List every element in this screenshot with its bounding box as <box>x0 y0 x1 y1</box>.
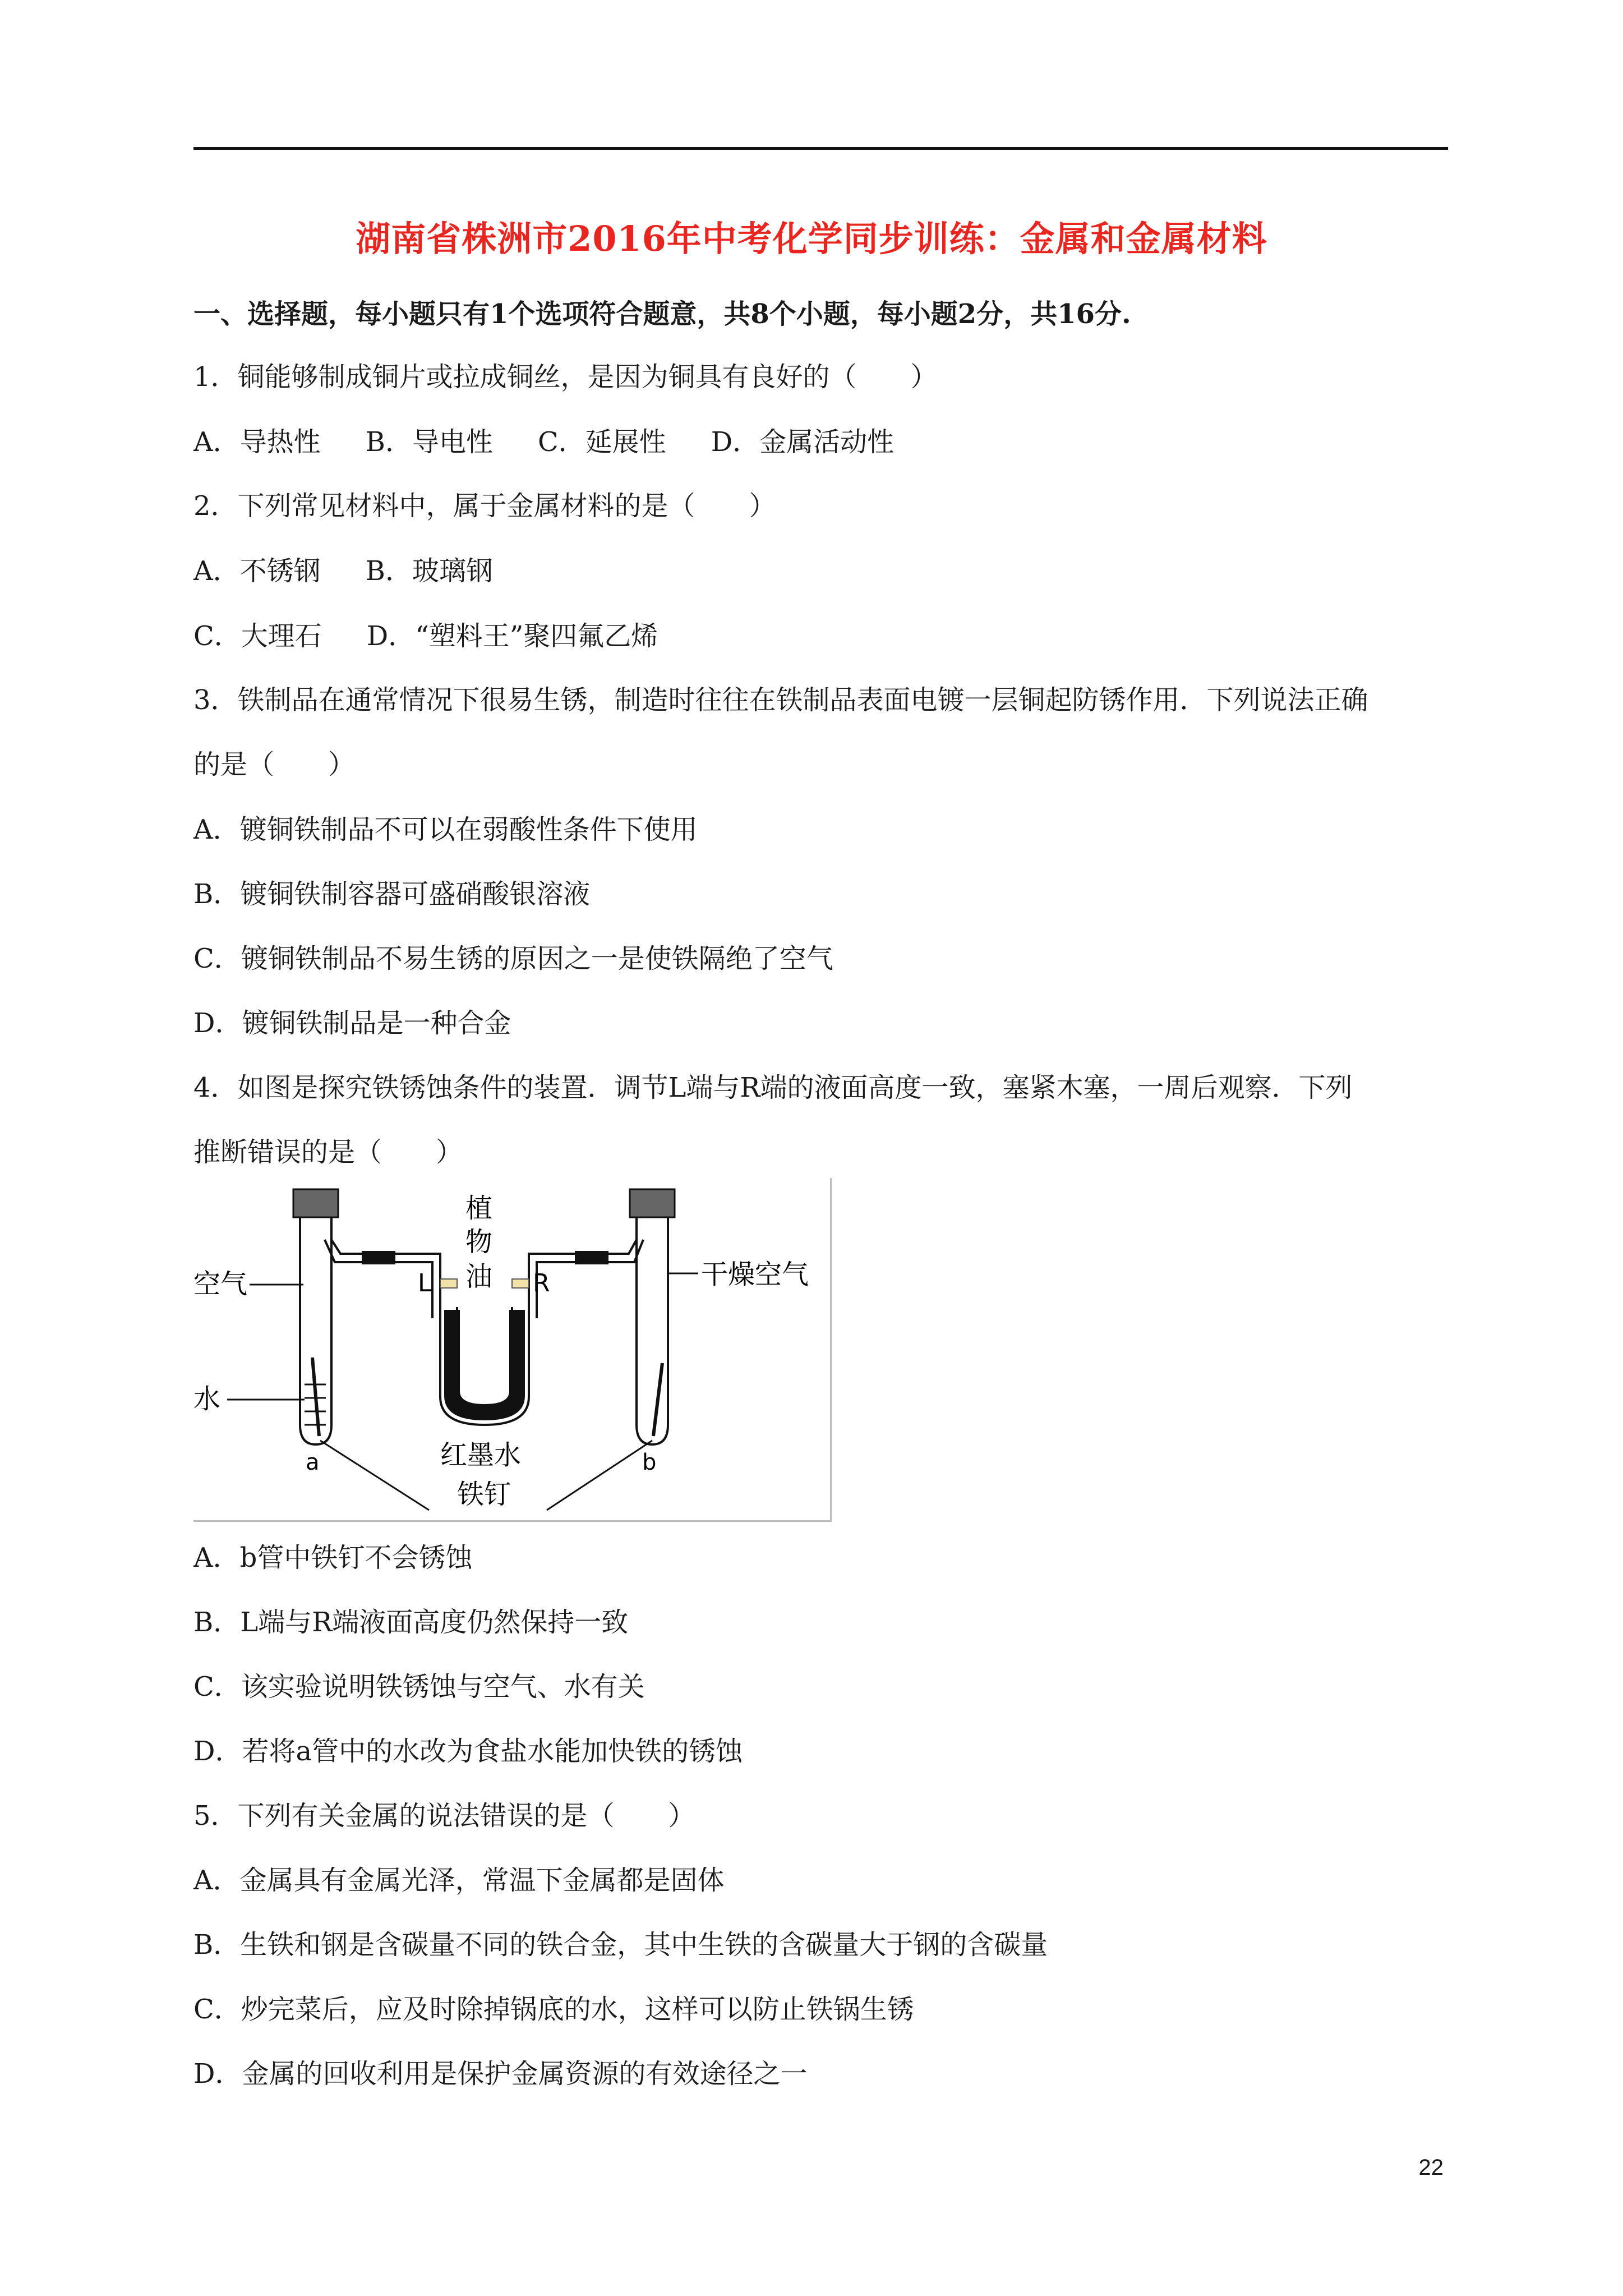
question-5-option-c: C．炒完菜后，应及时除掉锅底的水，这样可以防止铁锅生锈 <box>193 1994 914 2025</box>
question-2-stem: 2．下列常见材料中，属于金属材料的是（ ） <box>193 490 776 522</box>
section-heading: 一、选择题，每小题只有1个选项符合题意，共8个小题，每小题2分，共16分. <box>193 298 1131 330</box>
apparatus-diagram <box>193 1178 830 1520</box>
stopper-right <box>630 1189 675 1217</box>
label-a: a <box>306 1450 320 1475</box>
label-oil-1: 植 <box>465 1193 493 1224</box>
u-tube-inner <box>457 1307 512 1408</box>
question-4-stem-1: 4．如图是探究铁锈蚀条件的装置．调节L端与R端的液面高度一致，塞紧木塞，一周后观察．下列 <box>193 1072 1353 1103</box>
question-4-option-d: D．若将a管中的水改为食盐水能加快铁的锈蚀 <box>193 1736 743 1767</box>
page-title: 湖南省株洲市2016年中考化学同步训练：金属和金属材料 <box>356 218 1267 259</box>
question-3-option-d: D．镀铜铁制品是一种合金 <box>193 1007 511 1039</box>
red-ink-liquid <box>444 1310 525 1420</box>
label-water: 水 <box>193 1383 221 1415</box>
joint-left <box>362 1251 395 1264</box>
question-2-options-2 <box>193 619 703 653</box>
stopper-left <box>293 1189 338 1217</box>
question-4-option-a: A．b管中铁钉不会锈蚀 <box>193 1542 473 1573</box>
rust-experiment-figure <box>193 1178 832 1522</box>
question-5-stem: 5．下列有关金属的说法错误的是（ ） <box>193 1800 695 1832</box>
oil-marker-right <box>512 1279 529 1288</box>
question-3-stem-2: 的是（ ） <box>193 749 356 780</box>
question-5-option-d: D．金属的回收利用是保护金属资源的有效途径之一 <box>193 2058 808 2090</box>
question-4-option-c: C．该实验说明铁锈蚀与空气、水有关 <box>193 1671 645 1703</box>
oil-marker-left <box>440 1279 457 1288</box>
label-R: R <box>533 1269 550 1297</box>
option-c: C．大理石 <box>193 620 322 652</box>
option-a: A．导热性 <box>193 426 321 458</box>
option-c: C．延展性 <box>537 426 666 458</box>
question-1-options <box>193 425 939 459</box>
question-5-option-b: B．生铁和钢是含碳量不同的铁合金，其中生铁的含碳量大于钢的含碳量 <box>193 1929 1048 1961</box>
option-d: D．“塑料王”聚四氟乙烯 <box>366 620 658 652</box>
test-tube-b <box>637 1217 668 1444</box>
joint-right <box>575 1251 608 1264</box>
question-3-option-c: C．镀铜铁制品不易生锈的原因之一是使铁隔绝了空气 <box>193 943 833 974</box>
question-4-option-b: B．L端与R端液面高度仍然保持一致 <box>193 1607 629 1638</box>
question-5-option-a: A．金属具有金属光泽，常温下金属都是固体 <box>193 1865 725 1896</box>
question-3-option-a: A．镀铜铁制品不可以在弱酸性条件下使用 <box>193 814 698 845</box>
question-1-stem: 1．铜能够制成铜片或拉成铜丝，是因为铜具有良好的（ ） <box>193 361 938 393</box>
option-a: A．不锈钢 <box>193 555 321 587</box>
label-nail: 铁钉 <box>457 1479 511 1510</box>
option-d: D．金属活动性 <box>711 426 895 458</box>
label-L: L <box>418 1269 432 1297</box>
page-number: 22 <box>1418 2155 1444 2180</box>
option-b: B．导电性 <box>365 426 493 458</box>
question-3-option-b: B．镀铜铁制容器可盛硝酸银溶液 <box>193 878 591 910</box>
label-air: 空气 <box>193 1268 248 1300</box>
label-b: b <box>642 1450 657 1475</box>
question-2-options-1 <box>193 554 538 588</box>
label-dry-air: 干燥空气 <box>701 1259 809 1290</box>
option-b: B．玻璃钢 <box>365 555 493 587</box>
label-oil-3: 油 <box>465 1261 493 1292</box>
label-red-ink: 红墨水 <box>440 1439 522 1471</box>
label-oil-2: 物 <box>465 1226 493 1258</box>
question-4-stem-2: 推断错误的是（ ） <box>193 1137 463 1168</box>
header-rule <box>193 147 1448 150</box>
nail-b <box>653 1363 662 1436</box>
question-3-stem-1: 3．铁制品在通常情况下很易生锈，制造时往往在铁制品表面电镀一层铜起防锈作用．下列说法正确 <box>193 684 1368 716</box>
